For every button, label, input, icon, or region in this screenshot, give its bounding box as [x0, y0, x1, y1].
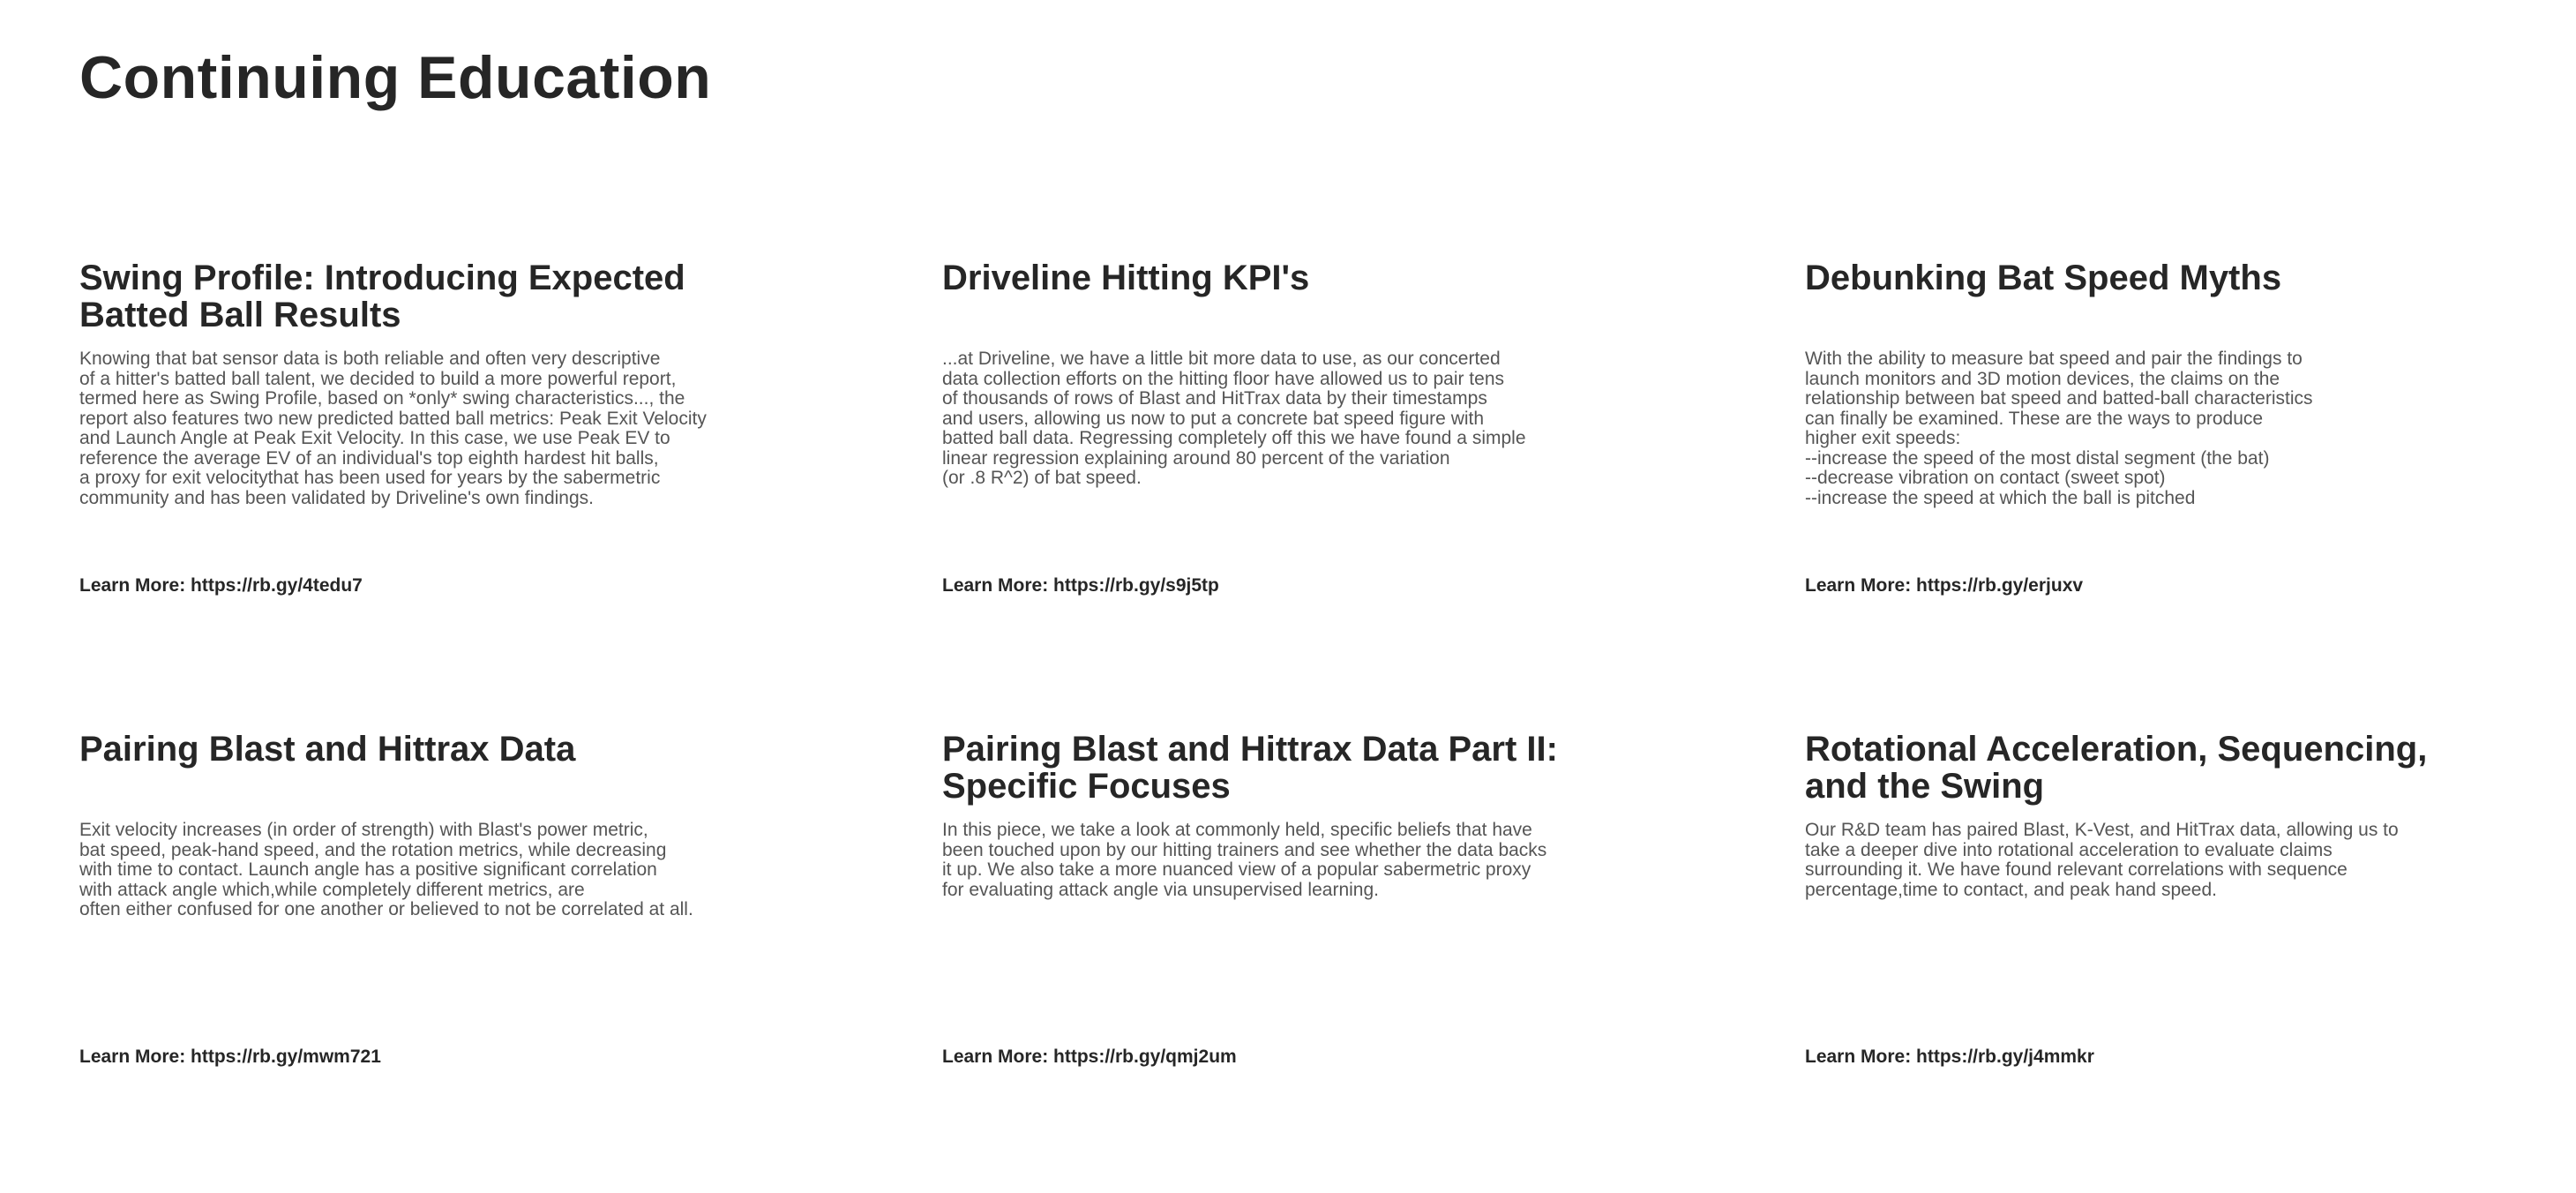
learn-more-link[interactable]: Learn More: https://rb.gy/erjuxv — [1805, 575, 2084, 596]
article-title: Pairing Blast and Hittrax Data — [79, 730, 576, 769]
learn-more-link[interactable]: Learn More: https://rb.gy/4tedu7 — [79, 575, 363, 596]
article-title: Pairing Blast and Hittrax Data Part II: Specific Focuses — [942, 730, 1558, 806]
learn-more-link[interactable]: Learn More: https://rb.gy/qmj2um — [942, 1047, 1237, 1067]
learn-more-link[interactable]: Learn More: https://rb.gy/mwm721 — [79, 1047, 381, 1067]
article-card-blast-hittrax-part-2 — [942, 731, 1710, 1084]
article-title: Driveline Hitting KPI's — [942, 259, 1310, 297]
article-summary: Our R&D team has paired Blast, K-Vest, and HitTrax data, allowing us to take a deeper dive into rotational acceleration to evaluate claims surrounding it. We have found relevant correlations with sequence percentage,time to contact, and peak hand speed. — [1805, 820, 2399, 900]
page-title: Continuing Education — [79, 44, 712, 111]
article-summary: In this piece, we take a look at commonly held, specific beliefs that have been touched upon by our hitting trainers and see whether the data backs it up. We also take a more nuanced view of a popular sabermetric proxy for evaluating attack angle via unsupervised learning. — [942, 820, 1547, 900]
learn-more-link[interactable]: Learn More: https://rb.gy/j4mmkr — [1805, 1047, 2094, 1067]
article-title: Swing Profile: Introducing Expected Batted Ball Results — [79, 259, 685, 334]
article-title: Debunking Bat Speed Myths — [1805, 259, 2282, 297]
article-card-blast-hittrax — [79, 731, 847, 1084]
article-card-swing-profile — [79, 259, 847, 612]
article-title: Rotational Acceleration, Sequencing, and the Swing — [1805, 730, 2428, 806]
article-card-rotational-acceleration — [1805, 731, 2572, 1084]
learn-more-link[interactable]: Learn More: https://rb.gy/s9j5tp — [942, 575, 1219, 596]
article-summary: Knowing that bat sensor data is both reliable and often very descriptive of a hitter's batted ball talent, we decided to build a more powerful report, termed here as Swing Profile, based on *only* swing characteristics..., the report also features two new predicted batted ball metrics: Peak Exit Velocity and Launch Angle at Peak Exit Velocity. In this case, we use Peak EV to reference the average EV of an individual's top eighth hardest hit balls, a proxy for exit velocitythat has been used for years by the sabermetric community and has been validated by Driveline's own findings. — [79, 349, 707, 508]
article-summary: Exit velocity increases (in order of strength) with Blast's power metric, bat speed, peak-hand speed, and the rotation metrics, while decreasing with time to contact. Launch angle has a positive significant correlation with attack angle which,while completely different metrics, are often either confused for one another or believed to not be correlated at all. — [79, 820, 693, 919]
article-summary: With the ability to measure bat speed and pair the findings to launch monitors and 3D motion devices, the claims on the relationship between bat speed and batted-ball characteristics can finally be examined. These are the ways to produce higher exit speeds: --increase the speed of the most distal segment (the bat) --decrease vibration on contact (sweet spot) --increase the speed at which the ball is pitched — [1805, 349, 2313, 508]
article-summary: ...at Driveline, we have a little bit more data to use, as our concerted data collection efforts on the hitting floor have allowed us to pair tens of thousands of rows of Blast and HitTrax data by their timestamps and users, allowing us now to put a concrete bat speed figure with batted ball data. Regressing completely off this we have found a simple linear regression explaining around 80 percent of the variation (or .8 R^2) of bat speed. — [942, 349, 1526, 488]
article-card-hitting-kpis — [942, 259, 1710, 612]
article-card-bat-speed-myths — [1805, 259, 2572, 612]
